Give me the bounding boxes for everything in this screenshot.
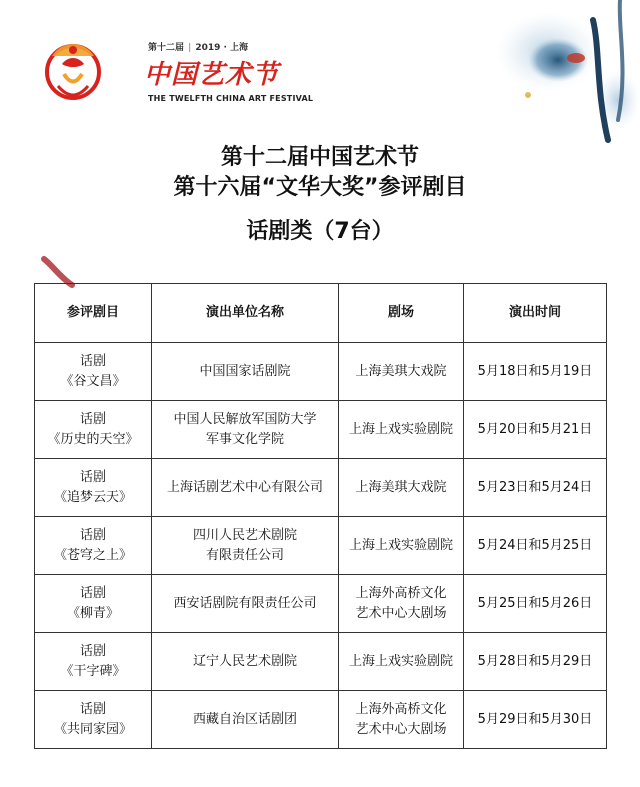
play-title: 《柳青》 — [66, 605, 119, 621]
theater-name-cont: 艺术中心大剧场 — [355, 605, 447, 621]
play-cell — [35, 575, 152, 633]
company-cell — [152, 633, 339, 691]
theater-cell — [339, 343, 464, 401]
play-genre: 话剧 — [79, 469, 106, 485]
table-header-row — [35, 284, 607, 343]
company-name-cont: 军事文化学院 — [205, 431, 284, 447]
title-line-1: 第十二届中国艺术节 — [220, 145, 419, 170]
company-name: 上海话剧艺术中心有限公司 — [166, 479, 323, 495]
play-genre: 话剧 — [79, 701, 106, 717]
company-cell — [152, 401, 339, 459]
logo-edition: 第十二届 — [148, 43, 185, 53]
play-cell — [35, 691, 152, 749]
play-genre: 话剧 — [79, 527, 106, 543]
table-row — [35, 401, 607, 459]
theater-cell — [339, 691, 464, 749]
table-row — [35, 517, 607, 575]
play-title: 《干字碑》 — [60, 663, 126, 679]
play-cell — [35, 401, 152, 459]
company-name: 四川人民艺术剧院 — [192, 527, 297, 543]
play-cell — [35, 633, 152, 691]
play-genre: 话剧 — [79, 353, 106, 369]
company-name: 辽宁人民艺术剧院 — [192, 653, 297, 669]
logo-year-city: 2019 · 上海 — [195, 43, 249, 53]
time-cell: 5月24日和5月25日 — [464, 517, 607, 575]
festival-emblem-icon — [44, 34, 102, 106]
title-line-2: 第十六届“文华大奖”参评剧目 — [173, 175, 467, 200]
table-row — [35, 691, 607, 749]
theater-name: 上海美琪大戏院 — [355, 479, 447, 495]
table-row — [35, 633, 607, 691]
play-title: 《共同家园》 — [53, 721, 132, 737]
play-genre: 话剧 — [79, 411, 106, 427]
table-row — [35, 459, 607, 517]
festival-logo — [44, 28, 314, 112]
theater-cell — [339, 459, 464, 517]
time-cell: 5月20日和5月21日 — [464, 401, 607, 459]
theater-name-cont: 艺术中心大剧场 — [355, 721, 447, 737]
play-cell — [35, 517, 152, 575]
table-row — [35, 343, 607, 401]
play-title: 《历史的天空》 — [47, 431, 139, 447]
header-time: 演出时间 — [464, 284, 607, 343]
ink-wash-decoration — [468, 0, 640, 150]
theater-cell — [339, 633, 464, 691]
time-cell: 5月25日和5月26日 — [464, 575, 607, 633]
company-name: 中国国家话剧院 — [199, 363, 291, 379]
company-cell — [152, 459, 339, 517]
header-company: 演出单位名称 — [152, 284, 339, 343]
theater-cell — [339, 401, 464, 459]
theater-name: 上海外高桥文化 — [355, 701, 447, 717]
header-play: 参评剧目 — [35, 284, 152, 343]
play-title: 《苍穹之上》 — [53, 547, 132, 563]
theater-cell — [339, 575, 464, 633]
play-genre: 话剧 — [79, 643, 106, 659]
category-heading: 话剧类（7台） — [246, 219, 394, 244]
company-cell — [152, 517, 339, 575]
theater-cell — [339, 517, 464, 575]
plays-table — [34, 283, 607, 749]
theater-name: 上海外高桥文化 — [355, 585, 447, 601]
company-name: 中国人民解放军国防大学 — [173, 411, 317, 427]
play-title: 《谷文昌》 — [60, 373, 126, 389]
theater-name: 上海上戏实验剧院 — [348, 653, 453, 669]
logo-chinese-name: 中国艺术节 — [144, 60, 280, 90]
company-name-cont: 有限责任公司 — [205, 547, 284, 563]
time-cell: 5月23日和5月24日 — [464, 459, 607, 517]
company-cell — [152, 343, 339, 401]
theater-name: 上海上戏实验剧院 — [348, 421, 453, 437]
time-cell: 5月18日和5月19日 — [464, 343, 607, 401]
logo-english-name: THE TWELFTH CHINA ART FESTIVAL — [148, 94, 314, 103]
company-name: 西藏自治区话剧团 — [192, 711, 297, 727]
company-name: 西安话剧院有限责任公司 — [173, 595, 317, 611]
logo-edition-line: 第十二届 | 2019 · 上海 — [148, 43, 249, 53]
theater-name: 上海美琪大戏院 — [355, 363, 447, 379]
time-cell: 5月28日和5月29日 — [464, 633, 607, 691]
company-cell — [152, 691, 339, 749]
play-genre: 话剧 — [79, 585, 106, 601]
company-cell — [152, 575, 339, 633]
play-title: 《追梦云天》 — [53, 489, 132, 505]
play-cell — [35, 459, 152, 517]
time-cell: 5月29日和5月30日 — [464, 691, 607, 749]
theater-name: 上海上戏实验剧院 — [348, 537, 453, 553]
play-cell — [35, 343, 152, 401]
table-row — [35, 575, 607, 633]
header-theater: 剧场 — [339, 284, 464, 343]
